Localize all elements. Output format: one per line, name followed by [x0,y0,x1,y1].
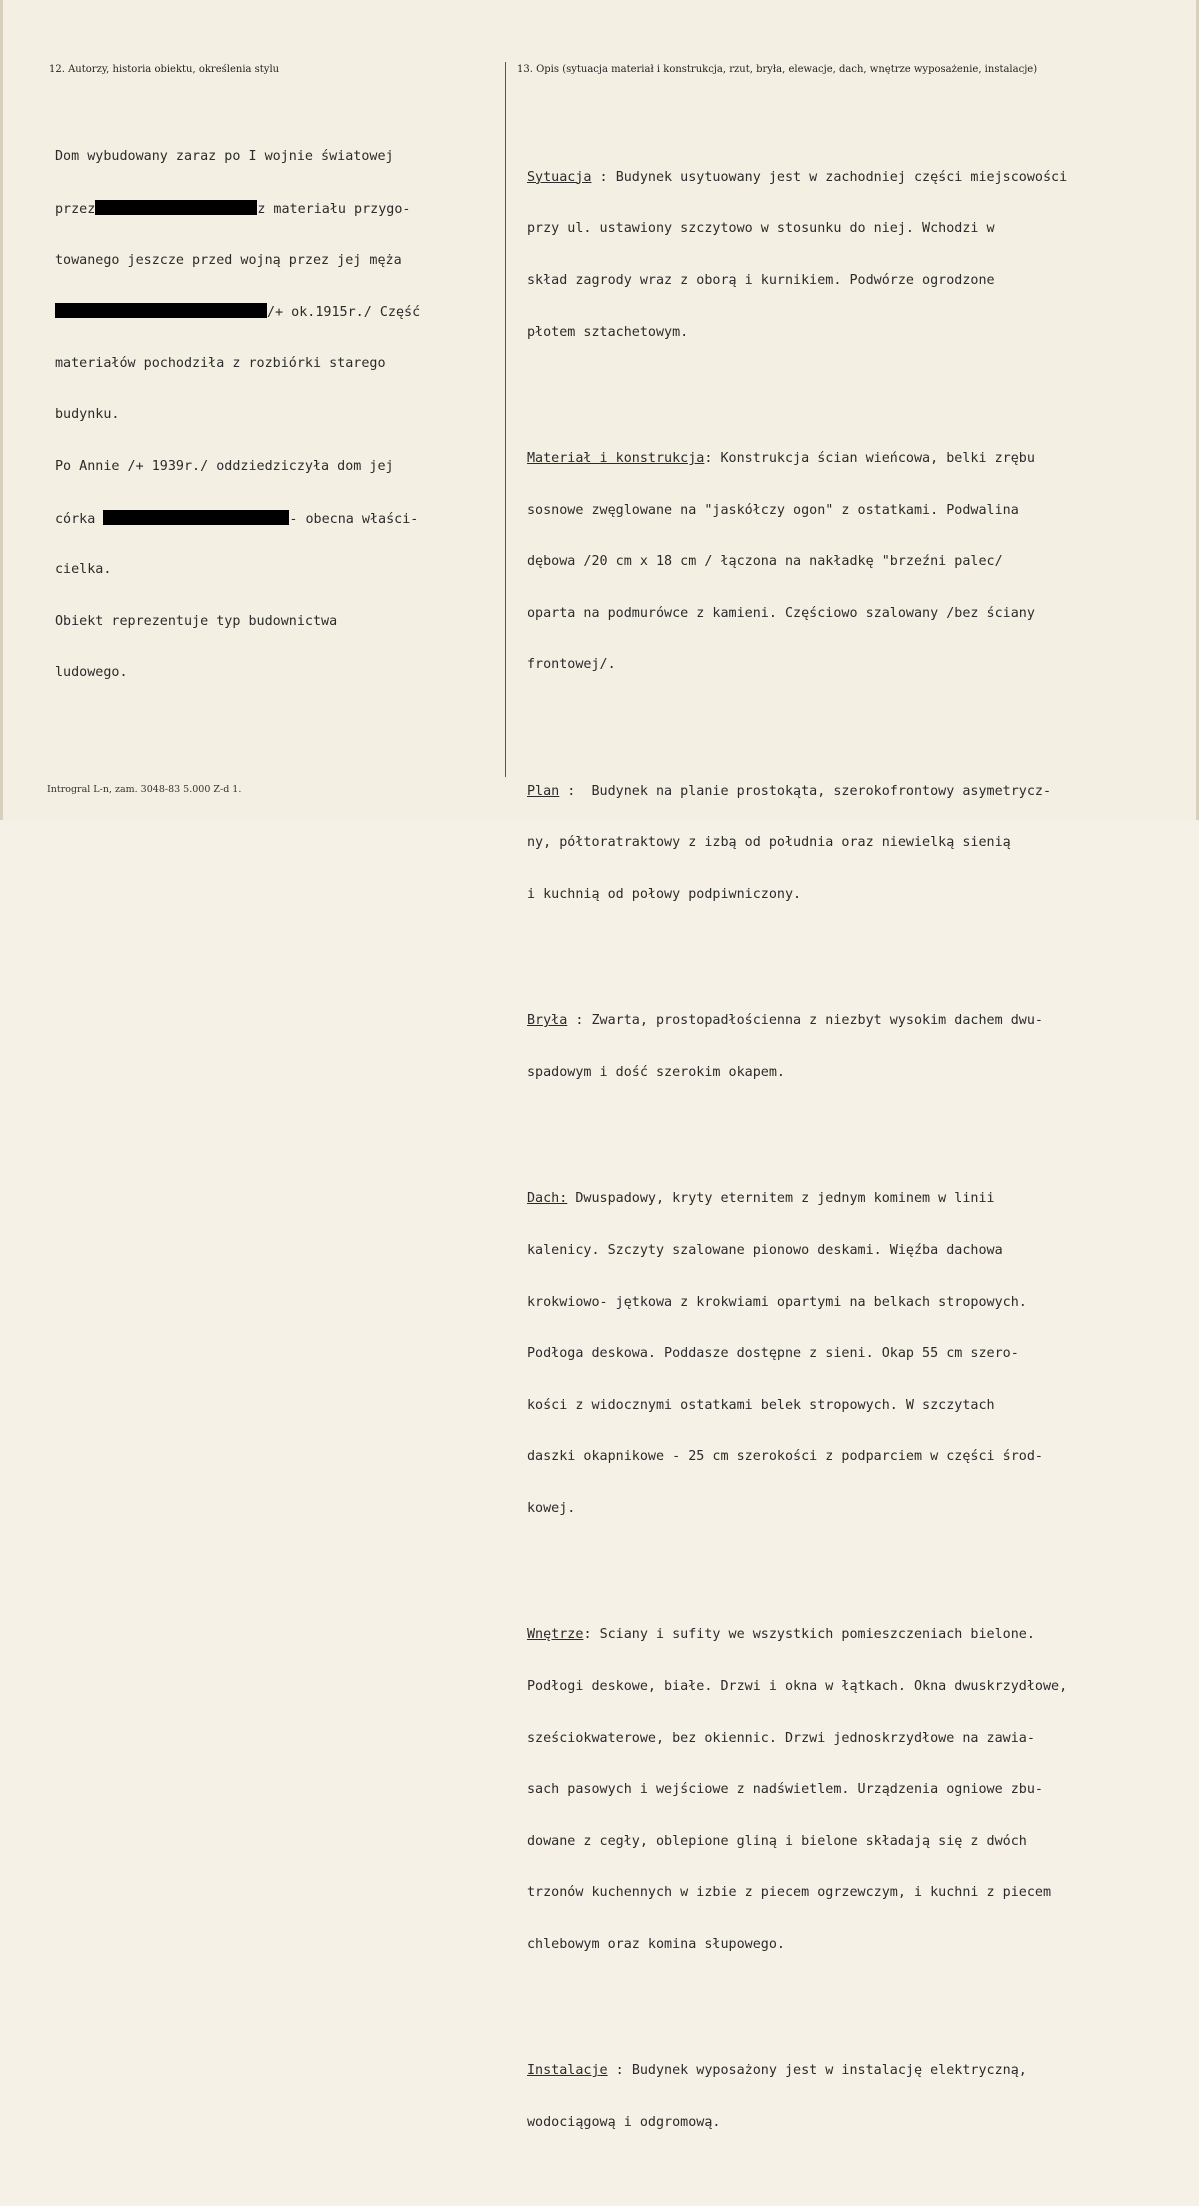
history-fragment: przez [55,202,96,217]
description-line: sach pasowych i wejściowe z nadświetlem. Urządzenia ogniowe zbu- [527,1782,1043,1798]
history-line [55,200,420,217]
history-line: Po Annie /+ 1939r./ oddziedziczyła dom jej [55,458,394,474]
heading-separator: : [583,1627,600,1643]
heading-separator: : [559,783,592,799]
description-line: frontowej/. [527,657,616,673]
section-plan [527,748,1067,937]
description-line: przy ul. ustawiony szczytowo w stosunku do niej. Wchodzi w [527,221,995,237]
description-line: wodociągową i odgromową. [527,2114,721,2130]
description-line: krokwiowo- jętkowa z krokwiami opartymi na belkach stropowych. [527,1294,1027,1310]
description-line [527,2062,1067,2079]
description-line [527,1626,1067,1643]
history-fragment: - obecna właści- [289,511,419,527]
description-line: dębowa /20 cm x 18 cm / łączona na nakładkę "brzeźni palec/ [527,554,1003,570]
description-text [527,100,1067,2206]
history-text [55,114,420,716]
description-fragment: Budynek wyposażony jest w instalację elektryczną, [631,2063,1027,2079]
section-heading: Plan [527,783,560,799]
history-line: cielka. [55,562,112,578]
printer-imprint: Introgral L-n, zam. 3048-83 5.000 Z-d 1. [47,784,242,795]
history-fragment: z materiału przygo- [257,202,411,217]
section-material [527,416,1067,708]
history-fragment: /+ ok.1915r./ Część [267,305,421,321]
description-line: i kuchnią od połowy podpiwniczony. [527,886,802,902]
description-fragment: Konstrukcja ścian wieńcowa, belki zrębu [720,451,1035,466]
history-line: budynku. [55,407,120,423]
description-line [527,169,1067,186]
heading-separator: : [607,2063,632,2079]
description-fragment: Budynek usytuowany jest w zachodniej części miejscowości [615,169,1068,185]
description-line [527,1190,1067,1207]
history-fragment: córka [55,511,96,527]
redaction-bar [55,303,267,318]
description-line: trzonów kuchennych w izbie z piecem ogrzewczym, i kuchni z piecem [527,1885,1052,1901]
redaction-bar [103,510,289,525]
description-line: Podłogi deskowe, białe. Drzwi i okna w łątkach. Okna dwuskrzydłowe, [527,1678,1068,1694]
description-line [527,1012,1067,1029]
description-fragment: Sciany i sufity we wszystkich pomieszczeniach bielone. [599,1627,1035,1643]
section-wnetrze [527,1592,1067,1988]
section-heading: Materiał i konstrukcja [527,451,705,466]
section-heading: Sytuacja [527,169,592,185]
description-line: daszki okapnikowe - 25 cm szerokości z podparciem w części środ- [527,1449,1043,1465]
section-dach [527,1156,1067,1552]
column-divider [505,62,506,777]
description-line [527,450,1067,467]
history-line: materiałów pochodziła z rozbiórki starego [55,355,386,371]
description-line: spadowym i dość szerokim okapem. [527,1064,785,1080]
description-line: Podłoga deskowa. Poddasze dostępne z sieni. Okap 55 cm szero- [527,1346,1019,1362]
section-heading: Bryła [527,1013,568,1029]
description-line: oparta na podmurówce z kamieni. Częściowo szalowany /bez ściany [527,605,1035,621]
description-line: płotem sztachetowym. [527,324,689,340]
history-line: ludowego. [55,665,128,681]
description-line: kalenicy. Szczyty szalowane pionowo deskami. Więźba dachowa [527,1242,1003,1258]
description-line: dowane z cegły, oblepione gliną i bielone składają się z dwóch [527,1833,1027,1849]
description-fragment: Dwuspadowy, kryty eternitem z jednym kominem w linii [575,1191,995,1207]
section-sytuacja [527,134,1067,375]
section-heading: Dach: [527,1191,568,1207]
heading-separator: : [591,169,616,185]
section-instalacje [527,2028,1067,2166]
section-heading: Wnętrze [527,1627,584,1643]
history-line: towanego jeszcze przed wojną przez jej męża [55,252,402,268]
history-line [55,303,420,320]
history-line: Obiekt reprezentuje typ budownictwa [55,613,338,629]
history-line [55,510,420,527]
description-line: skład zagrody wraz z oborą i kurnikiem. Podwórze ogrodzone [527,273,995,288]
history-line: Dom wybudowany zaraz po I wojnie światowej [55,149,394,165]
description-line: ny, półtoratraktowy z izbą od południa oraz niewielką sienią [527,835,1011,851]
description-fragment: Budynek na planie prostokąta, szerokofrontowy asymetrycz- [591,783,1052,799]
section-12-header: 12. Autorzy, historia obiektu, określenia stylu [49,64,280,75]
description-line: sosnowe zwęglowane na "jaskółczy ogon" z ostatkami. Podwalina [527,502,1019,518]
description-fragment: Zwarta, prostopadłościenna z niezbyt wysokim dachem dwu- [591,1013,1043,1029]
description-line: kowej. [527,1500,576,1516]
description-line: kości z widocznymi ostatkami belek stropowych. W szczytach [527,1397,995,1413]
redaction-bar [95,200,257,215]
description-line: chlebowym oraz komina słupowego. [527,1936,785,1952]
description-line: sześciokwaterowe, bez okiennic. Drzwi jednoskrzydłowe na zawia- [527,1730,1035,1746]
heading-separator: : [567,1013,592,1029]
section-13-header: 13. Opis (sytuacja materiał i konstrukcja, rzut, bryła, elewacje, dach, wnętrze wyposażenie, instalacje) [517,64,1038,75]
section-bryla [527,978,1067,1116]
heading-separator: : [704,451,721,466]
section-heading: Instalacje [527,2063,608,2079]
description-line [527,783,1067,800]
